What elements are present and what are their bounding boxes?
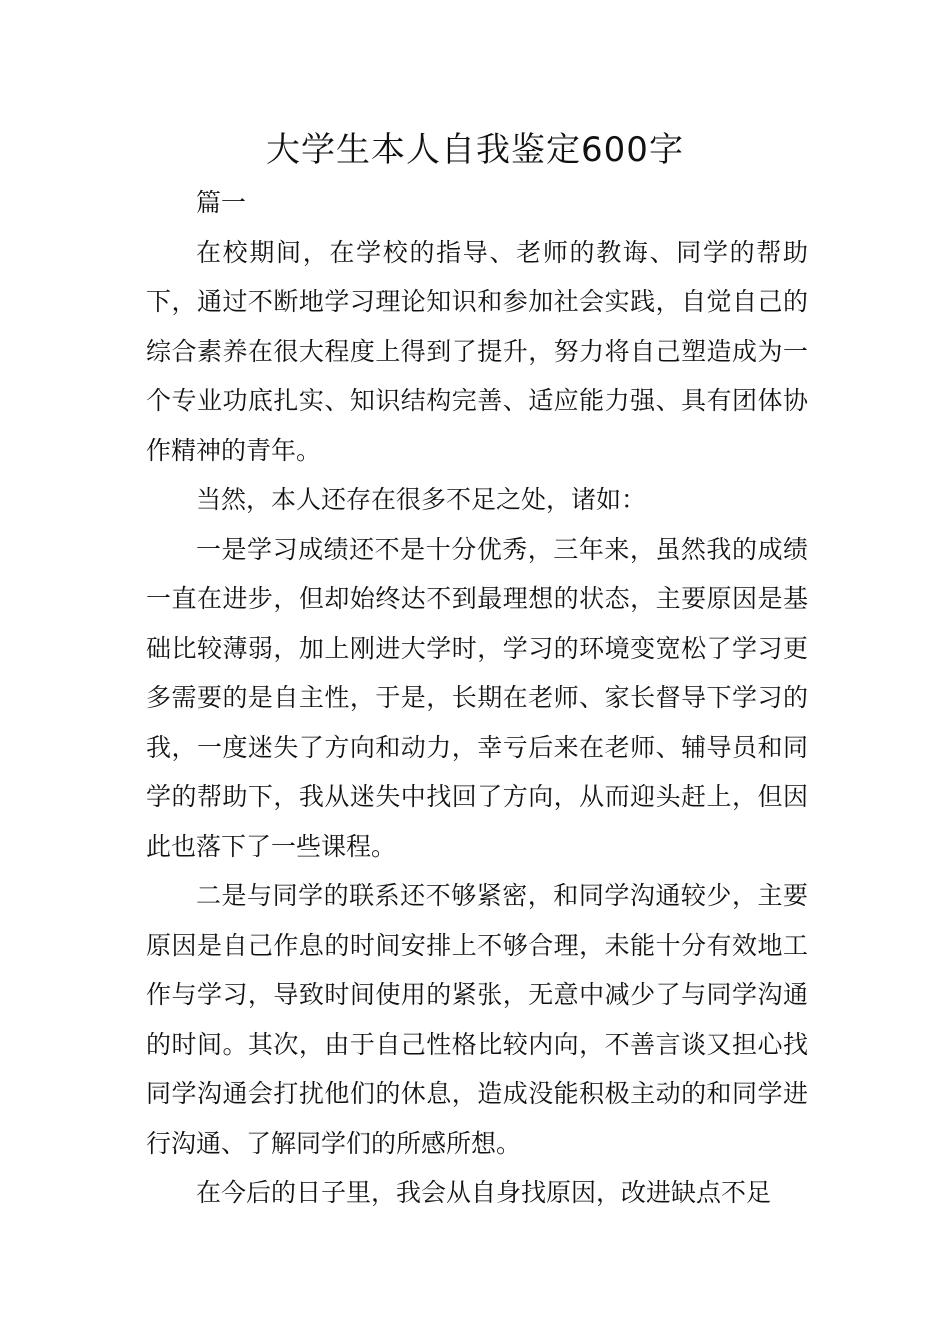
paragraph-3: 一是学习成绩还不是十分优秀，三年来，虽然我的成绩一直在进步，但却始终达不到最理想的状态，主要原因是基础比较薄弱，加上刚进大学时，学习的环境变宽松了学习更多需要的是自主性，于是，长期在老师、家长督导下学习的我，一度迷失了方向和动力，幸亏后来在老师、辅导员和同学的帮助下，我从迷失中找回了方向，从而迎头赶上，但因此也落下了一些课程。	[146, 534, 808, 861]
paragraph-5: 在今后的日子里，我会从自身找原因，改进缺点不足	[196, 1178, 772, 1207]
paragraph-4: 二是与同学的联系还不够紧密，和同学沟通较少，主要原因是自己作息的时间安排上不够合理，未能十分有效地工作与学习，导致时间使用的紧张，无意中减少了与同学沟通的时间。其次，由于自己性格比较内向，不善言谈又担心找同学沟通会打扰他们的休息，造成没能积极主动的和同学进行沟通、了解同学们的所感所想。	[146, 881, 808, 1158]
section-label: 篇一	[196, 188, 247, 217]
document-body	[146, 178, 808, 1218]
paragraph-2: 当然，本人还存在很多不足之处，诸如：	[196, 485, 647, 514]
document-title: 大学生本人自我鉴定600字	[266, 130, 684, 170]
paragraph-1: 在校期间，在学校的指导、老师的教诲、同学的帮助下，通过不断地学习理论知识和参加社会实践，自觉自己的综合素养在很大程度上得到了提升，努力将自己塑造成为一个专业功底扎实、知识结构完善、适应能力强、具有团体协作精神的青年。	[146, 237, 808, 465]
